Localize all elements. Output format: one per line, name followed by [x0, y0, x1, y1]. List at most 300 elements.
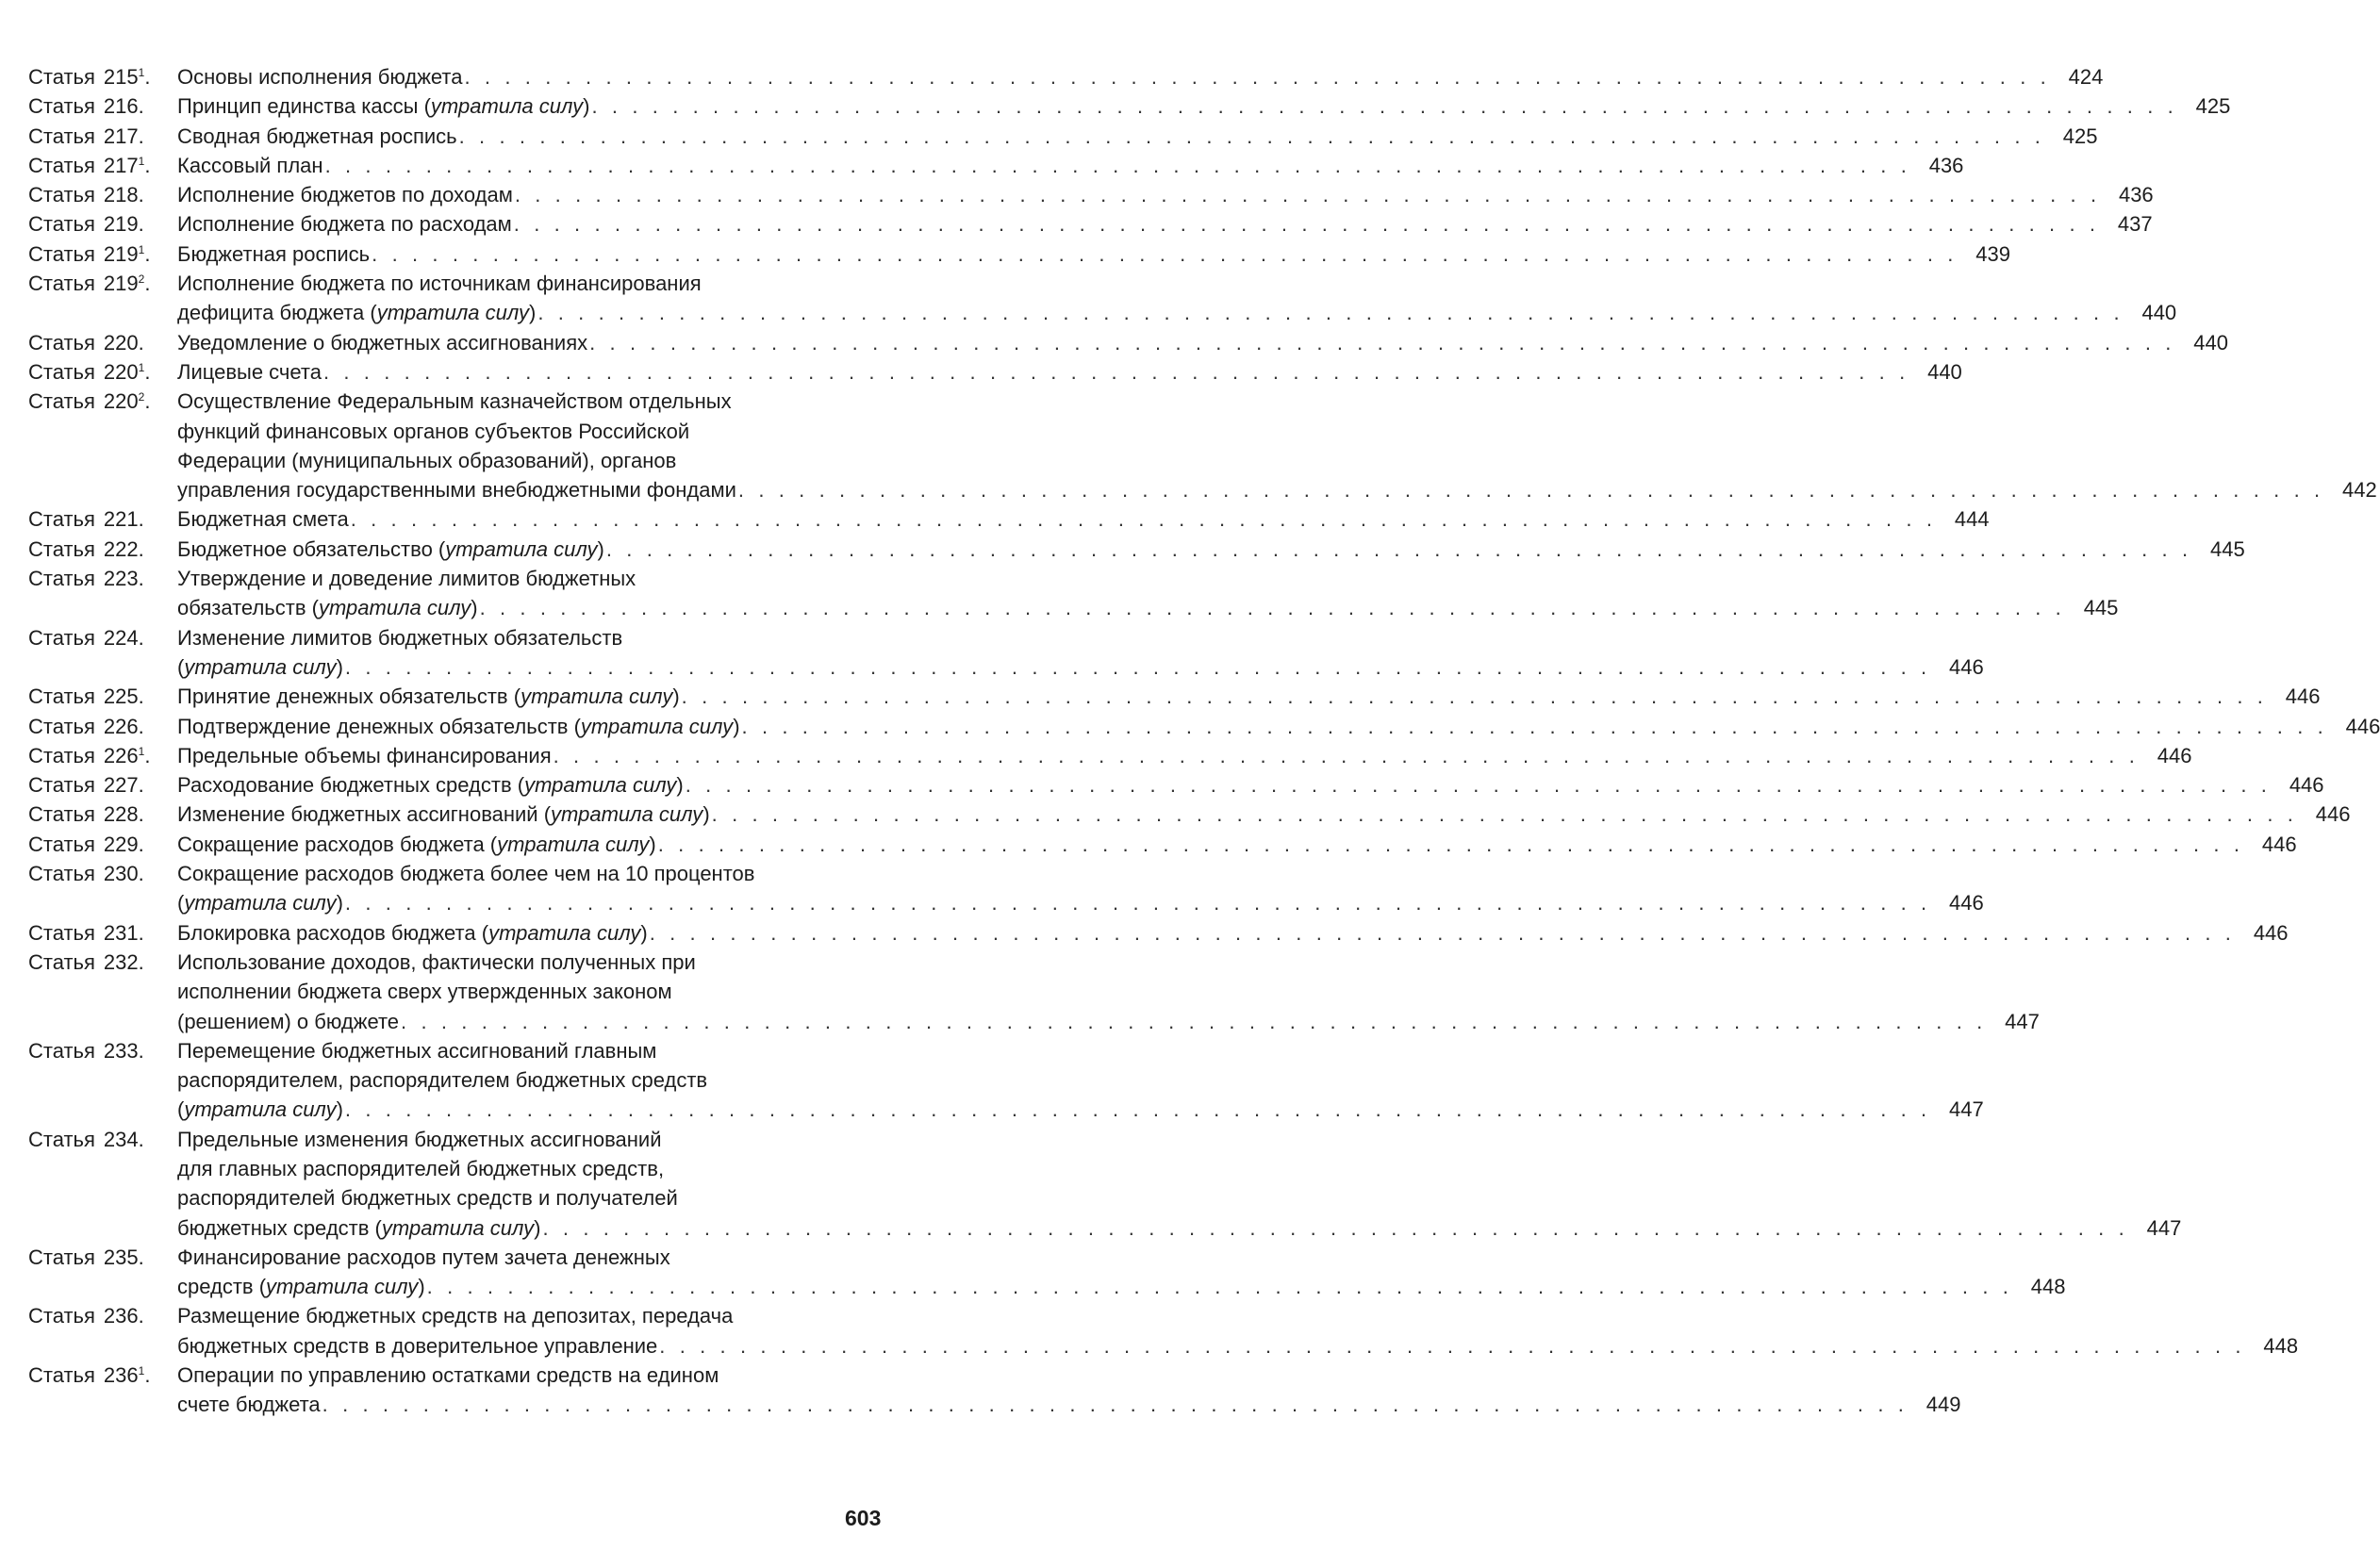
dot-leader: . . . . . . . . . . . . . . . . . . . . . . . . . . . . . . . . . . . . . . . . . . . . . . . . . . . . . . . . . . . . . . . . . . . . . . . . . . . . . . . — [649, 920, 2236, 945]
title-line: Осуществление Федеральным казначейством отдельных — [177, 389, 732, 414]
table-of-contents — [28, 62, 2380, 1420]
article-word: Статья — [28, 153, 95, 177]
article-label — [28, 623, 177, 652]
article-number — [104, 564, 144, 593]
article-label — [28, 269, 177, 298]
article-number-period: . — [138, 685, 144, 709]
title-line-text: дефицита бюджета (утратила силу) — [177, 301, 537, 325]
title-last-line — [177, 770, 2324, 800]
article-number-period: . — [138, 862, 144, 886]
article-number-period: . — [138, 212, 144, 237]
article-number-sup: 1 — [138, 154, 145, 168]
article-word: Статья — [28, 625, 95, 650]
title-line: распорядителей бюджетных средств и получателей — [177, 1186, 678, 1211]
title-line: Изменение лимитов бюджетных обязательств — [177, 625, 623, 650]
title-line: функций финансовых органов субъектов Российской — [177, 419, 690, 443]
article-word: Статья — [28, 743, 95, 767]
article-number — [104, 770, 144, 800]
article-label — [28, 91, 177, 121]
article-label — [28, 682, 177, 711]
article-number-sup: 1 — [138, 242, 145, 256]
title-line: Предельные изменения бюджетных ассигнований — [177, 1127, 662, 1151]
title-last-line — [177, 91, 2231, 121]
dot-leader: . . . . . . . . . . . . . . . . . . . . . . . . . . . . . . . . . . . . . . . . . . . . . . . . . . . . . . . . . . . . . . . . . . . . . . . . . . . . . . . — [458, 124, 2045, 148]
dot-leader: . . . . . . . . . . . . . . . . . . . . . . . . . . . . . . . . . . . . . . . . . . . . . . . . . . . . . . . . . . . . . . . . . . . . . . . . . . . . . . . — [344, 1097, 1931, 1122]
toc-entry[interactable] — [28, 859, 1984, 918]
article-number-period: . — [144, 272, 151, 296]
title-line-text: (утратила силу) — [177, 1097, 343, 1122]
article-word: Статья — [28, 94, 95, 119]
article-word: Статья — [28, 949, 95, 974]
article-number — [104, 1243, 144, 1272]
article-number — [104, 151, 151, 180]
article-number — [104, 1361, 151, 1390]
title-line-text — [177, 151, 323, 180]
article-number-period: . — [144, 359, 151, 384]
title-line-text: Сокращение расходов бюджета (утратила силу) — [177, 832, 656, 856]
article-word: Статья — [28, 1304, 95, 1328]
entry-title — [177, 948, 2040, 1036]
entry-title — [177, 1125, 2182, 1243]
article-number-value: 215 — [103, 65, 139, 89]
title-line: Принятие денежных обязательств — [177, 685, 508, 709]
article-number-sup: 1 — [138, 66, 145, 79]
toc-entry[interactable] — [28, 830, 2297, 859]
article-number-period: . — [138, 507, 144, 532]
article-number — [104, 800, 144, 829]
entry-page: 445 — [2083, 596, 2119, 620]
article-number-period: . — [138, 832, 144, 856]
article-number-sup: 1 — [138, 744, 145, 758]
article-number-period: . — [138, 949, 144, 974]
title-line: дефицита бюджета — [177, 301, 365, 325]
article-number — [104, 830, 144, 859]
article-word: Статья — [28, 920, 95, 945]
dot-leader: . . . . . . . . . . . . . . . . . . . . . . . . . . . . . . . . . . . . . . . . . . . . . . . . . . . . . . . . . . . . . . . . . . . . . . . . . . . . . . . — [657, 832, 2244, 856]
repealed-note: утратила силу — [381, 1215, 535, 1240]
entry-page: 425 — [2062, 124, 2098, 148]
article-number-sup: 1 — [138, 1364, 145, 1378]
title-line-text: средств (утратила силу) — [177, 1275, 425, 1299]
title-line-text: бюджетных средств (утратила силу) — [177, 1215, 541, 1240]
dot-leader: . . . . . . . . . . . . . . . . . . . . . . . . . . . . . . . . . . . . . . . . . . . . . . . . . . . . . . . . . . . . . . . . . . . . . . . . . . . . . . . — [322, 1393, 1909, 1417]
title-line: Уведомление о бюджетных ассигнованиях — [177, 330, 588, 355]
entry-page: 440 — [2193, 330, 2228, 355]
title-line: Изменение бюджетных ассигнований — [177, 802, 538, 827]
entry-page: 436 — [1928, 153, 1964, 177]
entry-title — [177, 800, 2351, 829]
title-last-line — [177, 741, 2192, 770]
title-last-line — [177, 298, 2177, 327]
title-line-text — [177, 1007, 399, 1036]
article-number-value: 223 — [103, 567, 139, 591]
title-line: Принцип единства кассы — [177, 94, 419, 119]
article-number-period: . — [138, 183, 144, 207]
toc-entry[interactable] — [28, 209, 2153, 239]
article-word: Статья — [28, 1127, 95, 1151]
entry-title — [177, 1361, 1961, 1420]
entry-title — [177, 269, 2177, 328]
title-line: средств — [177, 1275, 254, 1299]
entry-page: 424 — [2068, 65, 2104, 89]
toc-entry[interactable] — [28, 504, 1990, 534]
title-line: Размещение бюджетных средств на депозитах, передача — [177, 1304, 734, 1328]
title-line-text: Изменение бюджетных ассигнований (утратила силу) — [177, 802, 710, 827]
article-label — [28, 387, 177, 416]
article-label — [28, 1125, 177, 1154]
title-line: Основы исполнения бюджета — [177, 65, 463, 89]
toc-entry[interactable] — [28, 682, 2321, 711]
entry-page: 440 — [2141, 301, 2177, 325]
title-last-line — [177, 1007, 2040, 1036]
repealed-note: утратила силу — [376, 301, 529, 325]
article-label — [28, 62, 177, 91]
toc-entry[interactable] — [28, 62, 2104, 91]
toc-entry[interactable] — [28, 328, 2228, 357]
title-line: обязательств — [177, 596, 306, 620]
entry-title — [177, 770, 2324, 800]
entry-title — [177, 91, 2231, 121]
article-number-period: . — [138, 773, 144, 798]
article-label — [28, 859, 177, 888]
article-label — [28, 830, 177, 859]
title-last-line — [177, 1272, 2066, 1301]
title-last-line — [177, 209, 2153, 239]
article-number — [104, 180, 144, 209]
dot-leader: . . . . . . . . . . . . . . . . . . . . . . . . . . . . . . . . . . . . . . . . . . . . . . . . . . . . . . . . . . . . . . . . . . . . . . . . . . . . . . . — [350, 507, 1937, 532]
entry-page: 446 — [2289, 773, 2324, 798]
article-word: Статья — [28, 773, 95, 798]
entry-title — [177, 1036, 1984, 1125]
title-last-line — [177, 504, 1990, 534]
entry-page: 439 — [1975, 241, 2010, 266]
entry-page: 447 — [1949, 1097, 1984, 1122]
title-last-line — [177, 151, 1964, 180]
article-number-value: 226 — [103, 743, 139, 767]
article-label — [28, 535, 177, 564]
dot-leader: . . . . . . . . . . . . . . . . . . . . . . . . . . . . . . . . . . . . . . . . . . . . . . . . . . . . . . . . . . . . . . . . . . . . . . . . . . . . . . . — [479, 596, 2066, 620]
title-last-line — [177, 682, 2321, 711]
entry-title — [177, 122, 2098, 151]
entry-title — [177, 712, 2380, 741]
title-line-text: (утратила силу) — [177, 891, 343, 915]
entry-title — [177, 918, 2289, 948]
dot-leader: . . . . . . . . . . . . . . . . . . . . . . . . . . . . . . . . . . . . . . . . . . . . . . . . . . . . . . . . . . . . . . . . . . . . . . . . . . . . . . . — [591, 94, 2178, 119]
article-number — [104, 269, 151, 298]
article-number — [104, 859, 144, 888]
article-word: Статья — [28, 1363, 95, 1388]
article-label — [28, 209, 177, 239]
entry-title — [177, 535, 2245, 564]
repealed-note: утратила силу — [521, 685, 673, 709]
article-word: Статья — [28, 507, 95, 532]
entry-title — [177, 741, 2192, 770]
article-number-value: 216 — [103, 94, 139, 119]
dot-leader: . . . . . . . . . . . . . . . . . . . . . . . . . . . . . . . . . . . . . . . . . . . . . . . . . . . . . . . . . . . . . . . . . . . . . . . . . . . . . . . — [685, 773, 2272, 798]
article-word: Статья — [28, 359, 95, 384]
entry-title — [177, 357, 1962, 387]
title-line: Подтверждение денежных обязательств — [177, 714, 569, 738]
article-number-value: 224 — [103, 625, 139, 650]
title-last-line — [177, 712, 2380, 741]
article-number-period: . — [144, 153, 151, 177]
title-line: Лицевые счета — [177, 359, 322, 384]
toc-entry[interactable] — [28, 1036, 1984, 1125]
title-last-line — [177, 475, 2377, 504]
entry-title — [177, 209, 2153, 239]
article-word: Статья — [28, 714, 95, 738]
repealed-note: утратила силу — [184, 654, 337, 679]
dot-leader: . . . . . . . . . . . . . . . . . . . . . . . . . . . . . . . . . . . . . . . . . . . . . . . . . . . . . . . . . . . . . . . . . . . . . . . . . . . . . . . — [324, 153, 1911, 177]
title-line: бюджетных средств — [177, 1215, 370, 1240]
toc-entry[interactable] — [28, 357, 1962, 387]
title-line-text: Принятие денежных обязательств (утратила силу) — [177, 685, 680, 709]
article-number-period: . — [144, 241, 151, 266]
title-line: Бюджетная роспись — [177, 241, 371, 266]
repealed-note: утратила силу — [580, 714, 734, 738]
article-number-value: 231 — [103, 920, 139, 945]
title-line-text: Бюджетное обязательство (утратила силу) — [177, 536, 604, 561]
toc-entry[interactable] — [28, 1301, 2299, 1361]
dot-leader: . . . . . . . . . . . . . . . . . . . . . . . . . . . . . . . . . . . . . . . . . . . . . . . . . . . . . . . . . . . . . . . . . . . . . . . . . . . . . . . — [513, 212, 2100, 237]
title-line: Федерации (муниципальных образований), органов — [177, 448, 677, 472]
entry-title — [177, 682, 2321, 711]
title-line: (решением) о бюджете — [177, 1009, 400, 1033]
entry-page: 444 — [1954, 507, 1990, 532]
article-word: Статья — [28, 183, 95, 207]
article-word: Статья — [28, 832, 95, 856]
title-line: бюджетных средств в доверительное управление — [177, 1333, 658, 1358]
repealed-note: утратила силу — [551, 802, 703, 827]
article-number — [104, 1301, 144, 1330]
article-number-period: . — [138, 1304, 144, 1328]
dot-leader: . . . . . . . . . . . . . . . . . . . . . . . . . . . . . . . . . . . . . . . . . . . . . . . . . . . . . . . . . . . . . . . . . . . . . . . . . . . . . . . — [741, 714, 2328, 738]
article-word: Статья — [28, 389, 95, 414]
toc-entry[interactable] — [28, 800, 2351, 829]
title-line-text — [177, 1390, 321, 1419]
article-word: Статья — [28, 241, 95, 266]
toc-entry[interactable] — [28, 122, 2098, 151]
title-line-text — [177, 209, 512, 239]
title-line-text: (утратила силу) — [177, 654, 343, 679]
title-line-text: Подтверждение денежных обязательств (утратила силу) — [177, 714, 740, 738]
toc-entry[interactable] — [28, 180, 2154, 209]
article-label — [28, 328, 177, 357]
toc-entry[interactable] — [28, 1125, 2182, 1243]
toc-entry[interactable] — [28, 239, 2010, 269]
dot-leader: . . . . . . . . . . . . . . . . . . . . . . . . . . . . . . . . . . . . . . . . . . . . . . . . . . . . . . . . . . . . . . . . . . . . . . . . . . . . . . . — [659, 1333, 2246, 1358]
title-line: Финансирование расходов путем зачета денежных — [177, 1245, 670, 1269]
article-number-period: . — [144, 65, 151, 89]
toc-entry[interactable] — [28, 623, 1984, 683]
article-number-period: . — [138, 94, 144, 119]
dot-leader: . . . . . . . . . . . . . . . . . . . . . . . . . . . . . . . . . . . . . . . . . . . . . . . . . . . . . . . . . . . . . . . . . . . . . . . . . . . . . . . — [514, 183, 2101, 207]
article-label — [28, 122, 177, 151]
article-number-period: . — [138, 625, 144, 650]
article-number-value: 221 — [103, 507, 139, 532]
article-label — [28, 239, 177, 269]
title-last-line — [177, 535, 2245, 564]
title-line: Расходование бюджетных средств — [177, 773, 512, 798]
article-number-value: 236 — [103, 1304, 139, 1328]
article-number-value: 234 — [103, 1127, 139, 1151]
title-last-line — [177, 122, 2098, 151]
title-last-line — [177, 1331, 2299, 1361]
toc-entry[interactable] — [28, 387, 2377, 504]
article-number — [104, 623, 144, 652]
dot-leader: . . . . . . . . . . . . . . . . . . . . . . . . . . . . . . . . . . . . . . . . . . . . . . . . . . . . . . . . . . . . . . . . . . . . . . . . . . . . . . . — [322, 359, 1909, 384]
title-line: Перемещение бюджетных ассигнований главным — [177, 1038, 657, 1063]
entry-page: 448 — [2263, 1333, 2299, 1358]
entry-title — [177, 239, 2010, 269]
toc-entry[interactable] — [28, 712, 2380, 741]
toc-entry[interactable] — [28, 741, 2192, 770]
repealed-note: утратила силу — [318, 596, 471, 620]
toc-entry[interactable] — [28, 564, 2119, 623]
title-line: для главных распорядителей бюджетных средств, — [177, 1156, 665, 1180]
entry-title — [177, 830, 2297, 859]
article-label — [28, 948, 177, 977]
title-last-line — [177, 239, 2010, 269]
entry-title — [177, 623, 1984, 683]
article-label — [28, 1243, 177, 1272]
article-number — [104, 1125, 144, 1154]
article-word: Статья — [28, 124, 95, 148]
title-last-line — [177, 62, 2104, 91]
dot-leader: . . . . . . . . . . . . . . . . . . . . . . . . . . . . . . . . . . . . . . . . . . . . . . . . . . . . . . . . . . . . . . . . . . . . . . . . . . . . . . . — [537, 301, 2124, 325]
entry-page: 446 — [2261, 832, 2297, 856]
title-line: Предельные объемы финансирования — [177, 743, 552, 767]
toc-entry[interactable] — [28, 770, 2324, 800]
entry-page: 446 — [1949, 654, 1984, 679]
repealed-note: утратила силу — [497, 832, 650, 856]
article-number-value: 219 — [103, 272, 139, 296]
dot-leader: . . . . . . . . . . . . . . . . . . . . . . . . . . . . . . . . . . . . . . . . . . . . . . . . . . . . . . . . . . . . . . . . . . . . . . . . . . . . . . . — [344, 654, 1931, 679]
entry-page: 446 — [1949, 891, 1984, 915]
entry-title — [177, 564, 2119, 623]
title-line-text: Блокировка расходов бюджета (утратила силу) — [177, 920, 648, 945]
title-last-line — [177, 888, 1984, 917]
entry-title — [177, 1301, 2299, 1361]
title-line-text: обязательств (утратила силу) — [177, 596, 478, 620]
article-label — [28, 180, 177, 209]
dot-leader: . . . . . . . . . . . . . . . . . . . . . . . . . . . . . . . . . . . . . . . . . . . . . . . . . . . . . . . . . . . . . . . . . . . . . . . . . . . . . . . — [401, 1009, 1987, 1033]
title-line: Сокращение расходов бюджета — [177, 832, 485, 856]
toc-entry[interactable] — [28, 91, 2231, 121]
entry-title — [177, 328, 2228, 357]
dot-leader: . . . . . . . . . . . . . . . . . . . . . . . . . . . . . . . . . . . . . . . . . . . . . . . . . . . . . . . . . . . . . . . . . . . . . . . . . . . . . . . — [737, 478, 2324, 503]
toc-entry[interactable] — [28, 948, 2040, 1036]
toc-entry[interactable] — [28, 535, 2245, 564]
entry-title — [177, 504, 1990, 534]
article-number-period: . — [138, 124, 144, 148]
article-number-value: 230 — [103, 862, 139, 886]
dot-leader: . . . . . . . . . . . . . . . . . . . . . . . . . . . . . . . . . . . . . . . . . . . . . . . . . . . . . . . . . . . . . . . . . . . . . . . . . . . . . . . — [711, 802, 2298, 827]
entry-page: 448 — [2030, 1275, 2066, 1299]
article-number-period: . — [144, 743, 151, 767]
article-word: Статья — [28, 212, 95, 237]
article-number-period: . — [138, 1127, 144, 1151]
article-number-period: . — [144, 389, 151, 414]
title-line: Бюджетное обязательство — [177, 536, 433, 561]
title-last-line — [177, 1390, 1961, 1419]
title-last-line — [177, 800, 2351, 829]
article-number-value: 229 — [103, 832, 139, 856]
entry-page: 449 — [1925, 1393, 1961, 1417]
article-label — [28, 564, 177, 593]
dot-leader: . . . . . . . . . . . . . . . . . . . . . . . . . . . . . . . . . . . . . . . . . . . . . . . . . . . . . . . . . . . . . . . . . . . . . . . . . . . . . . . — [553, 743, 2140, 767]
title-line: Исполнение бюджетов по доходам — [177, 183, 513, 207]
article-number-value: 225 — [103, 685, 139, 709]
title-line-text — [177, 741, 552, 770]
toc-entry[interactable] — [28, 269, 2177, 328]
article-number-value: 236 — [103, 1363, 139, 1388]
article-number-period: . — [138, 920, 144, 945]
article-number-value: 235 — [103, 1245, 139, 1269]
title-line-text — [177, 180, 513, 209]
article-word: Статья — [28, 685, 95, 709]
article-number-value: 219 — [103, 212, 139, 237]
article-number-value: 217 — [103, 124, 139, 148]
article-number-value: 228 — [103, 802, 139, 827]
article-word: Статья — [28, 567, 95, 591]
toc-entry[interactable] — [28, 1361, 1961, 1420]
article-number — [104, 504, 144, 534]
title-last-line — [177, 328, 2228, 357]
entry-title — [177, 151, 1964, 180]
title-last-line — [177, 593, 2119, 622]
entry-page: 436 — [2118, 183, 2154, 207]
dot-leader: . . . . . . . . . . . . . . . . . . . . . . . . . . . . . . . . . . . . . . . . . . . . . . . . . . . . . . . . . . . . . . . . . . . . . . . . . . . . . . . — [605, 536, 2192, 561]
entry-page: 437 — [2117, 212, 2153, 237]
article-word: Статья — [28, 802, 95, 827]
title-last-line — [177, 180, 2154, 209]
title-line: Использование доходов, фактически полученных при — [177, 949, 696, 974]
title-line-text — [177, 62, 463, 91]
article-word: Статья — [28, 1245, 95, 1269]
article-label — [28, 357, 177, 387]
article-number-period: . — [138, 567, 144, 591]
title-line: распорядителем, распорядителем бюджетных средств — [177, 1068, 708, 1093]
article-number-value: 227 — [103, 773, 139, 798]
entry-page: 440 — [1927, 359, 1962, 384]
title-line: управления государственными внебюджетными фондами — [177, 478, 736, 503]
entry-title — [177, 387, 2377, 504]
title-line: Сводная бюджетная роспись — [177, 124, 457, 148]
entry-page: 446 — [2345, 714, 2380, 738]
dot-leader: . . . . . . . . . . . . . . . . . . . . . . . . . . . . . . . . . . . . . . . . . . . . . . . . . . . . . . . . . . . . . . . . . . . . . . . . . . . . . . . — [589, 330, 2175, 355]
title-line: Операции по управлению остатками средств на едином — [177, 1363, 719, 1388]
title-line: Сокращение расходов бюджета более чем на 10 процентов — [177, 862, 755, 886]
article-number — [104, 741, 151, 770]
repealed-note: утратила силу — [266, 1275, 419, 1299]
toc-entry[interactable] — [28, 918, 2289, 948]
article-label — [28, 504, 177, 534]
toc-entry[interactable] — [28, 1243, 2066, 1302]
article-word: Статья — [28, 536, 95, 561]
article-number — [104, 122, 144, 151]
toc-entry[interactable] — [28, 151, 1964, 180]
article-number — [104, 682, 144, 711]
article-number-value: 219 — [103, 241, 139, 266]
article-word: Статья — [28, 272, 95, 296]
title-line-text: Принцип единства кассы (утратила силу) — [177, 94, 590, 119]
dot-leader: . . . . . . . . . . . . . . . . . . . . . . . . . . . . . . . . . . . . . . . . . . . . . . . . . . . . . . . . . . . . . . . . . . . . . . . . . . . . . . . — [681, 685, 2268, 709]
article-word: Статья — [28, 330, 95, 355]
article-label — [28, 1361, 177, 1390]
article-number-period: . — [138, 714, 144, 738]
title-last-line — [177, 652, 1984, 682]
